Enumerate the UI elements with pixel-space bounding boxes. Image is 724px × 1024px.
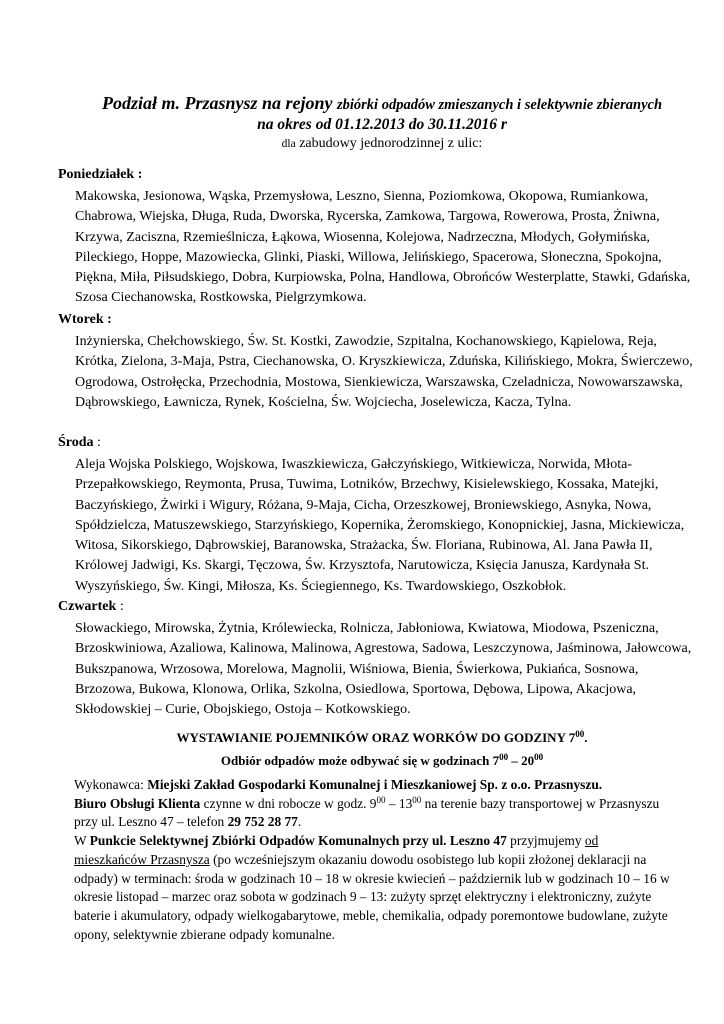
section-wednesday [58, 434, 698, 597]
day-label: Poniedziałek [58, 167, 135, 182]
title-zabudowa: zabudowy jednorodzinnej z ulic: [299, 136, 483, 151]
day-label: Środa [58, 435, 94, 450]
title-period: na okres od 01.12.2013 do 30.11.2016 r [257, 116, 507, 133]
day-separator: : [103, 312, 112, 327]
street-list: Aleja Wojska Polskiego, Wojskowa, Iwaszkiewicza, Gałczyńskiego, Witkiewicza, Norwida, Młota-Przepałkowskiego, Reymonta, Prusa, Tuwima, Lotników, Brzechwy, Kisielewskiego, Kossaka, Matejki, Baczyńskiego, Żwirki i Wigury, Różana, 9-Maja, Cicha, Orzeszkowej, Broniewskiego, Asnyka, Nowa, Spółdzielcza, Matuszewskiego, Starzyńskiego, Kopernika, Żeromskiego, Konopnickiej, Jasna, Mickiewicza, Witosa, Sikorskiego, Dąbrowskiej, Baranowska, Strażacka, Św. Floriana, Rubinowa, Al. Jana Pawła II, Królowej Jadwigi, Ks. Skargi, Tęczowa, Św. Krzysztofa, Narutowicza, Księcia Janusza, Kardynała St. Wyszyńskiego, Św. Kingi, Miłosza, Ks. Ściegiennego, Ks. Twardowskiego, Oszkobłok. [75, 457, 685, 594]
title-main: Podział m. Przasnysz na rejony [101, 93, 333, 113]
day-separator: : [93, 435, 101, 450]
title-dla: dla [281, 138, 296, 150]
phone-number: 29 752 28 77 [227, 814, 298, 830]
contractor-name: Miejski Zakład Gospodarki Komunalnej i Mieszkaniowej Sp. z o.o. Przasnyszu. [147, 777, 603, 792]
street-list: Inżynierska, Chełchowskiego, Św. St. Kostki, Zawodzie, Szpitalna, Kochanowskiego, Kąpielowa, Reja, Krótka, Zielona, 3-Maja, Pstra, Ciechanowska, O. Kryszkiewicza, Zduńska, Kilińskiego, Mokra, Świerczewo, Ogrodowa, Ostrołęcka, Przechodnia, Mostowa, Sienkiewicza, Warszawska, Czeladnicza, Nowowarszawska, Dąbrowskiego, Ławnicza, Rynek, Kościelna, Św. Wojciecha, Joselewicza, Kacza, Tylna. [75, 334, 693, 410]
title-block [40, 93, 724, 153]
title-subtitle: zbiórki odpadów zmieszanych i selektywnie zbieranych [336, 97, 663, 113]
title-line-3 [40, 135, 724, 153]
section-tuesday [58, 311, 698, 413]
residents-text: mieszkańców Przasnysza [74, 851, 210, 867]
street-list: Makowska, Jesionowa, Wąska, Przemysłowa, Leszno, Sienna, Poziomkowa, Okopowa, Rumiankowa, Chabrowa, Wiejska, Długa, Ruda, Dworska, Rycerska, Zamkowa, Targowa, Rowerowa, Prosta, Żniwna, Krzywa, Zaciszna, Rzemieślnicza, Łąkowa, Wiosenna, Kolejowa, Nadrzeczna, Młodych, Gołymińska, Pileckiego, Hoppe, Mazowiecka, Glinki, Piaski, Willowa, Jelińskiego, Spacerowa, Słoneczna, Spokojna, Piękna, Miła, Piłsudskiego, Dobra, Kurpiowska, Polna, Handlowa, Obrońców Westerplatte, Stawki, Gdańska, Szosa Ciechanowska, Rostkowska, Pielgrzymkowa. [75, 189, 691, 306]
section-monday [58, 166, 698, 309]
section-thursday [58, 598, 698, 720]
day-separator: : [116, 599, 124, 614]
street-list: Słowackiego, Mirowska, Żytnia, Królewiecka, Rolnicza, Jabłoniowa, Kwiatowa, Miodowa, Pszeniczna, Brzoskwiniowa, Azaliowa, Kalinowa, Malinowa, Agrestowa, Sadowa, Leszczynowa, Jaśminowa, Jałowcowa, Bukszpanowa, Wrzosowa, Morelowa, Magnolii, Wiśniowa, Bienia, Świerkowa, Pukiańca, Sosnowa, Brzozowa, Bukowa, Klonowa, Orlika, Szkolna, Osiedlowa, Sportowa, Dębowa, Lipowa, Akacjowa, Skłodowskiej – Curie, Obojskiego, Ostoja – Kotkowskiego. [75, 621, 692, 718]
notice-placement-time: WYSTAWIANIE POJEMNIKÓW ORAZ WORKÓW DO GODZINY $7^{00}$. [176, 729, 588, 745]
contractor-label: Wykonawca: [74, 777, 148, 792]
section-heading [58, 598, 698, 616]
contractor-info: Wykonawca: Miejski Zakład Gospodarki Komunalnej i Mieszkaniowej Sp. z o.o. Przasnyszu. Biuro Obsługi Klienta czynne w dni robocze w godz. $9^{00} - 13^{00}$ na terenie bazy transportowej w Przasnyszu przy ul. Leszno 47 – telefon 29 752 28 77. W Punkcie Selektywnej Zbiórki Odpadów Komunalnych przy ul. Leszno 47 przyjmujemy od mieszkańców Przasnysza (po wcześniejszym okazaniu dowodu osobistego lub kopii złożonej deklaracji na odpady) w terminach: środa w godzinach 10 – 18 w okresie kwiecień – październik lub w godzinach 10 – 16 w okresie listopad – marzec oraz sobota w godzinach 9 – 13: zużyty sprzęt elektryczny i elektroniczny, zużyte baterie i akumulatory, odpady wielkogabarytowe, meble, chemikalia, odpady poremontowe budowlane, zużyte opony, selektywnie zbierane odpady komunalne. [74, 777, 670, 942]
section-heading [58, 434, 698, 452]
day-separator: : [134, 167, 143, 182]
section-heading [58, 311, 698, 329]
title-line-1 [40, 93, 724, 115]
section-heading [58, 166, 698, 184]
customer-office-label: Biuro Obsługi Klienta [74, 795, 201, 811]
notice-pickup-hours: Odbiór odpadów może odbywać się w godzinach $7^{00} - 20^{00}$ [220, 752, 544, 768]
day-label: Wtorek [58, 312, 104, 327]
collection-point-name: Punkcie Selektywnej Zbiórki Odpadów Komunalnych przy ul. Leszno 47 [89, 833, 507, 849]
day-label: Czwartek [58, 599, 117, 614]
